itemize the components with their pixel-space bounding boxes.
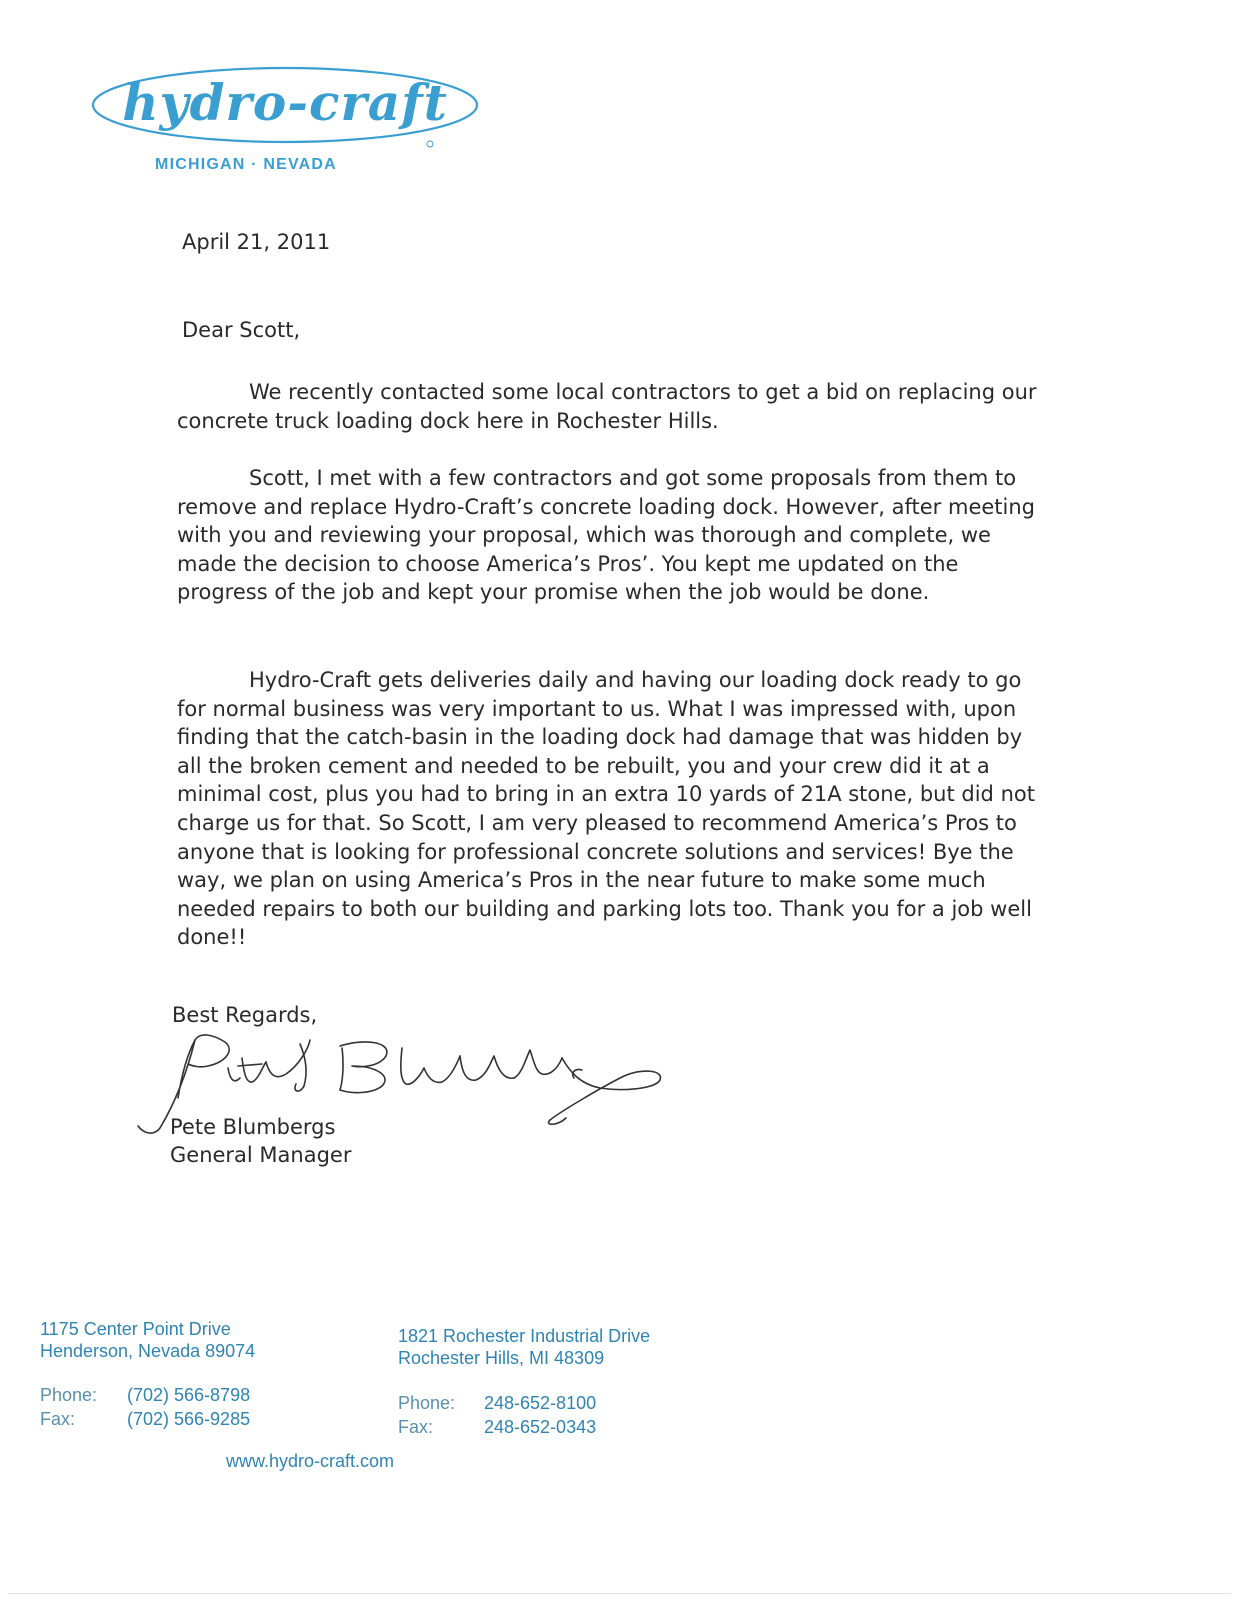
closing: Best Regards, bbox=[172, 1003, 318, 1027]
nevada-fax-label: Fax: bbox=[40, 1409, 76, 1429]
michigan-city: Rochester Hills, MI 48309 bbox=[398, 1348, 605, 1368]
michigan-phone-label: Phone: bbox=[398, 1393, 456, 1413]
logo-tagline: MICHIGAN · NEVADA bbox=[155, 156, 337, 173]
michigan-fax-label: Fax: bbox=[398, 1417, 434, 1437]
nevada-phone-label: Phone: bbox=[40, 1385, 98, 1405]
paragraph-1: We recently contacted some local contractors to get a bid on replacing our concrete truck loading dock here in Rochester Hills. bbox=[177, 380, 1037, 433]
signer-name: Pete Blumbergs bbox=[170, 1115, 336, 1139]
nevada-phone: (702) 566-8798 bbox=[127, 1385, 251, 1405]
nevada-street: 1175 Center Point Drive bbox=[40, 1319, 231, 1339]
paragraph-3: Hydro-Craft gets deliveries daily and having our loading dock ready to go for normal business was very important to us. What I was impressed with, upon finding that the catch-basin in the loading dock had damage that was hidden by all the broken cement and needed to be rebuilt, you and your crew did it at a minimal cost, plus you had to bring in an extra 10 yards of 21A stone, but did not charge us for that. So Scott, I am very pleased to recommend America’s Pros to anyone that is looking for professional concrete solutions and services! Bye the way, we plan on using America’s Pros in the near future to make some much needed repairs to both our building and parking lots too. Thank you for a job well done!! bbox=[177, 668, 1035, 950]
website-link[interactable]: www.hydro-craft.com bbox=[226, 1451, 395, 1471]
letter-date: April 21, 2011 bbox=[182, 230, 331, 254]
nevada-fax: (702) 566-9285 bbox=[127, 1409, 251, 1429]
salutation: Dear Scott, bbox=[182, 318, 301, 342]
nevada-city: Henderson, Nevada 89074 bbox=[40, 1341, 256, 1361]
signer-title: General Manager bbox=[170, 1143, 352, 1167]
michigan-street: 1821 Rochester Industrial Drive bbox=[398, 1326, 651, 1346]
svg-text:hydro-craft: hydro-craft bbox=[122, 73, 448, 132]
michigan-fax: 248-652-0343 bbox=[484, 1417, 597, 1437]
paragraph-2: Scott, I met with a few contractors and got some proposals from them to remove and replace Hydro-Craft’s concrete loading dock. However, after meeting with you and reviewing your proposal, which was thorough and complete, we made the decision to choose America’s Pros’. You kept me updated on the progress of the job and kept your promise when the job would be done. bbox=[177, 466, 1035, 605]
michigan-phone: 248-652-8100 bbox=[484, 1393, 597, 1413]
